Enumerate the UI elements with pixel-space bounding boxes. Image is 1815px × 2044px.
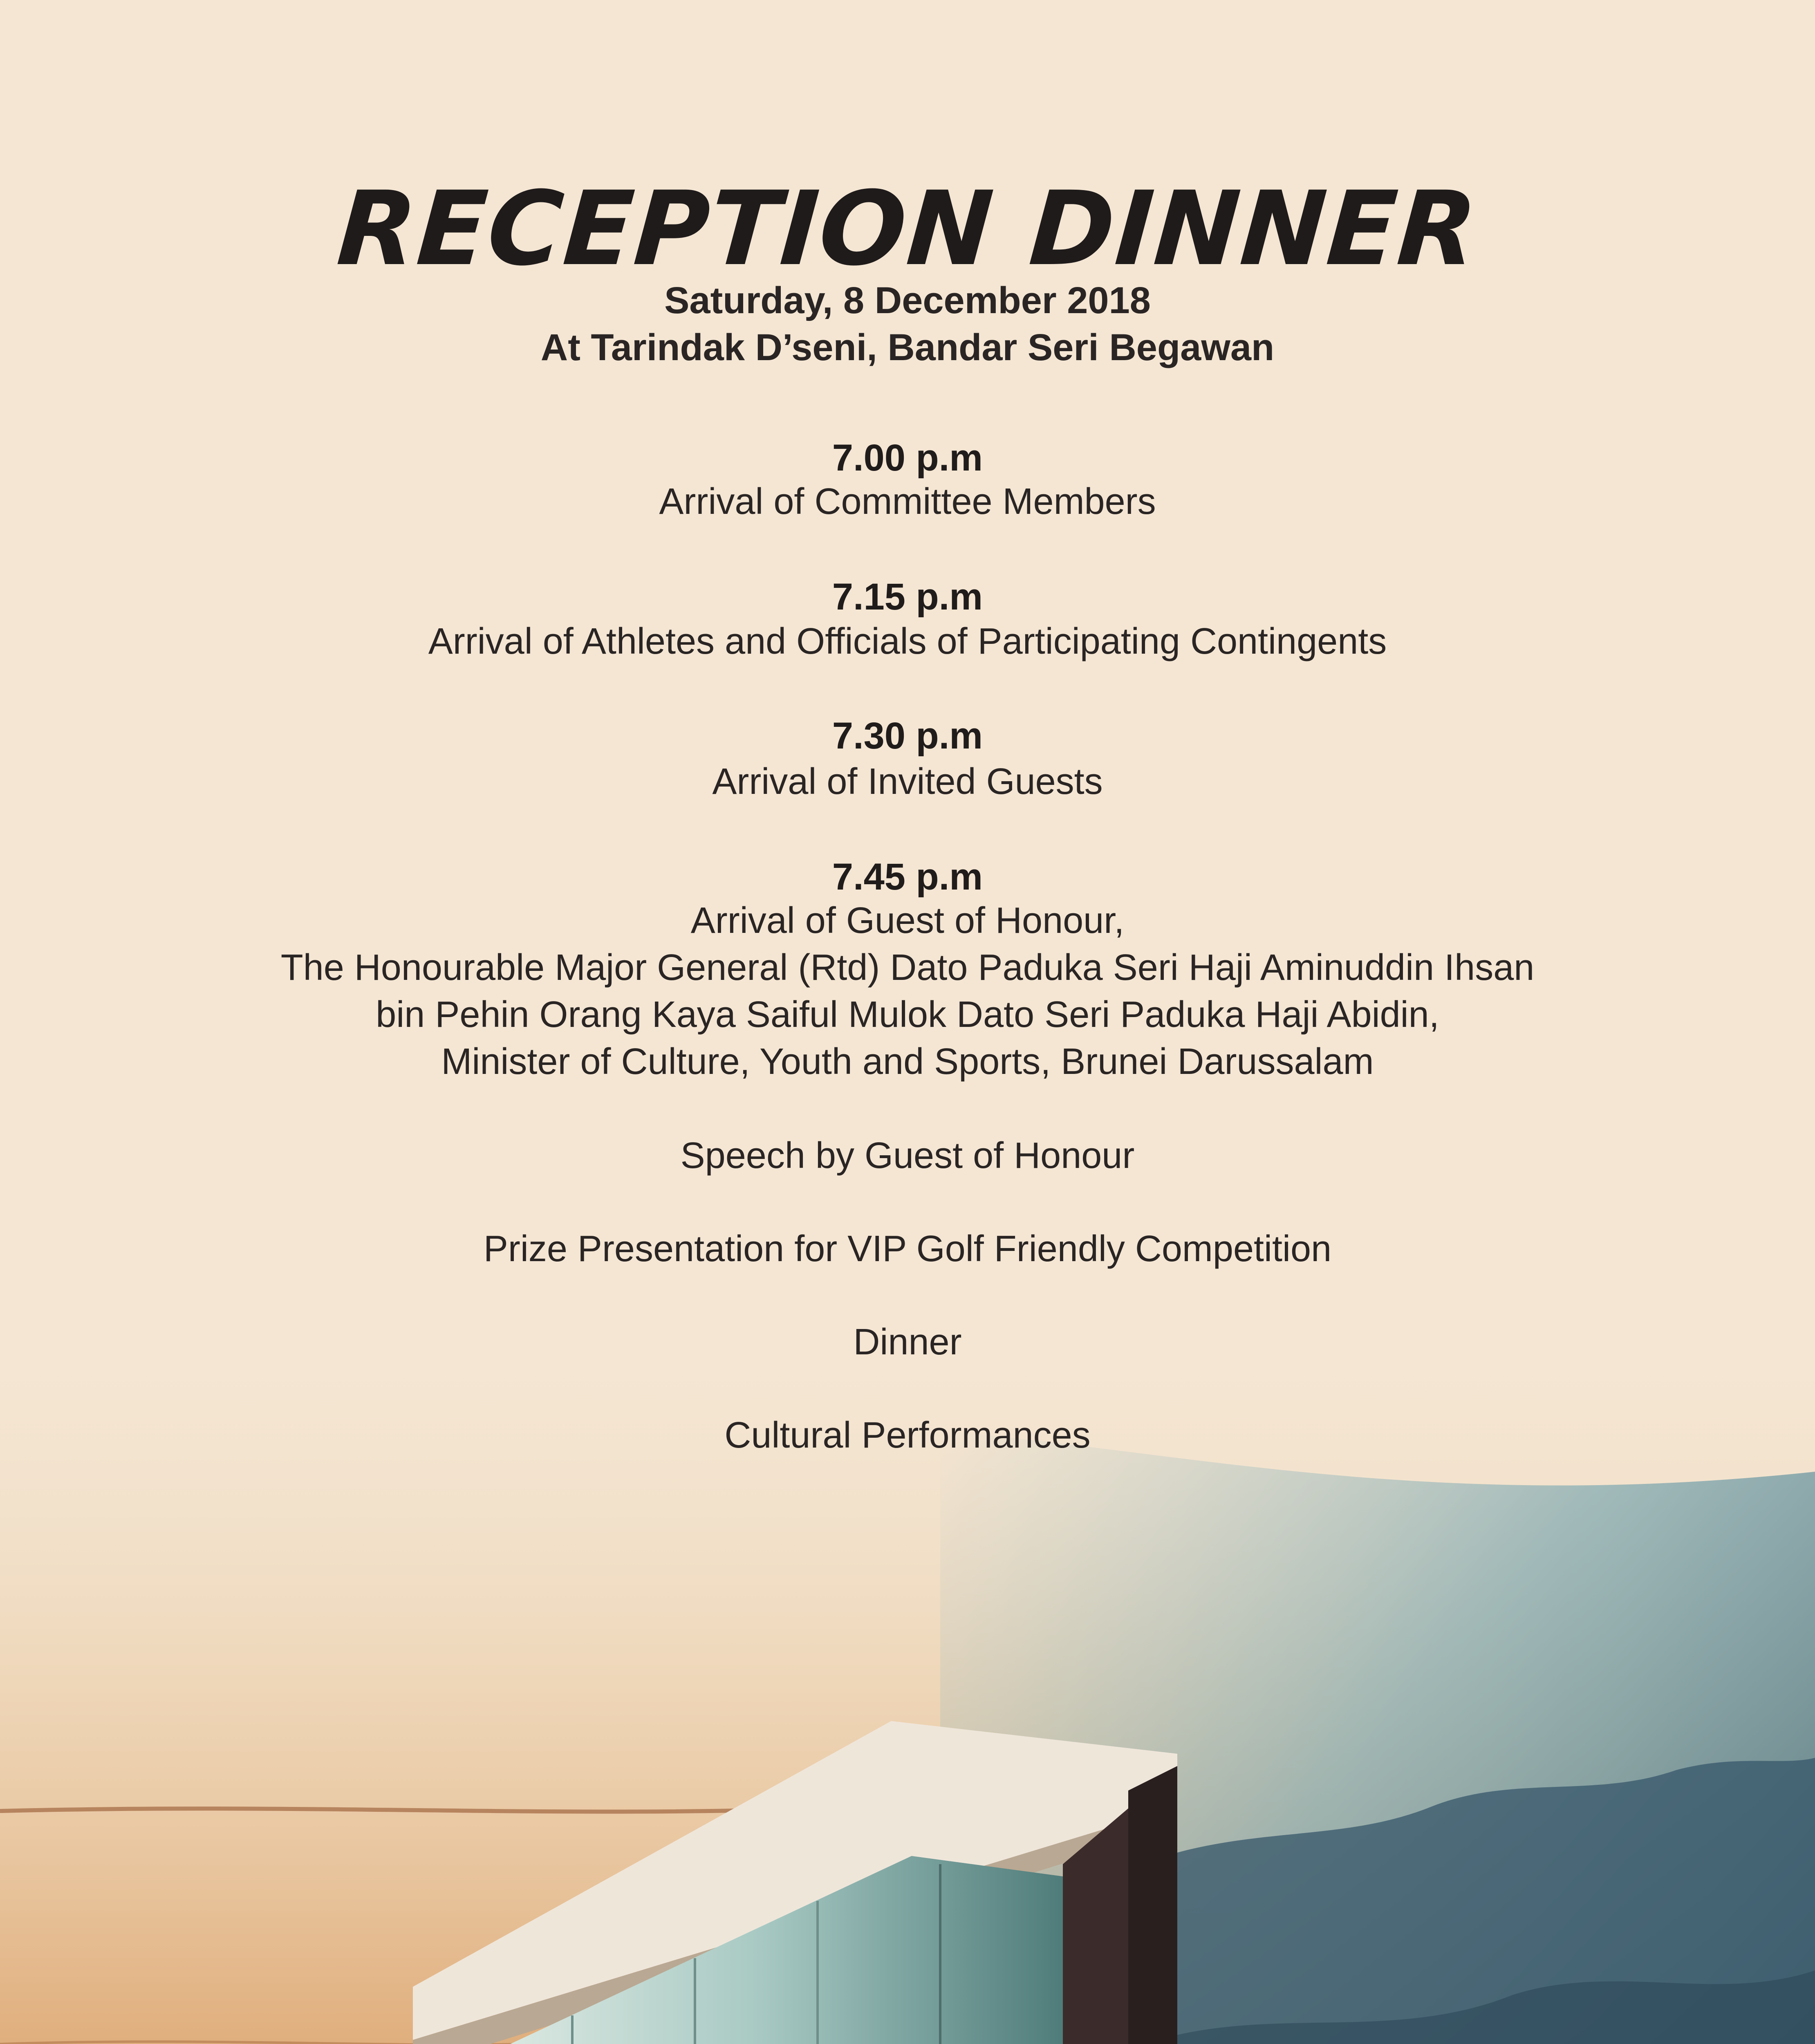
schedule-time: 7.15 p.m bbox=[832, 576, 983, 618]
program-item: Dinner bbox=[853, 1322, 962, 1363]
guest-of-honour-name: The Honourable Major General (Rtd) Dato Paduka Seri Haji Aminuddin Ihsan bbox=[280, 947, 1535, 988]
program-item: Cultural Performances bbox=[724, 1415, 1091, 1456]
schedule-description: Arrival of Invited Guests bbox=[712, 761, 1103, 802]
event-venue: At Tarindak D’seni, Bandar Seri Begawan bbox=[540, 327, 1275, 368]
schedule-time: 7.45 p.m bbox=[832, 856, 983, 898]
program-item: Prize Presentation for VIP Golf Friendly Competition bbox=[483, 1228, 1332, 1269]
guest-of-honour-name-cont: bin Pehin Orang Kaya Saiful Mulok Dato Seri Paduka Haji Abidin, bbox=[376, 994, 1439, 1035]
schedule-time: 7.00 p.m bbox=[832, 437, 983, 479]
schedule-description: Arrival of Committee Members bbox=[659, 481, 1156, 522]
program-item: Speech by Guest of Honour bbox=[680, 1135, 1135, 1176]
schedule-description: Arrival of Athletes and Officials of Participating Contingents bbox=[428, 621, 1387, 662]
event-date: Saturday, 8 December 2018 bbox=[664, 280, 1151, 321]
schedule-description: Arrival of Guest of Honour, bbox=[690, 900, 1125, 941]
event-title: RECEPTION DINNER bbox=[334, 169, 1481, 288]
schedule-time: 7.30 p.m bbox=[832, 715, 983, 757]
guest-of-honour-title: Minister of Culture, Youth and Sports, Brunei Darussalam bbox=[441, 1041, 1374, 1082]
